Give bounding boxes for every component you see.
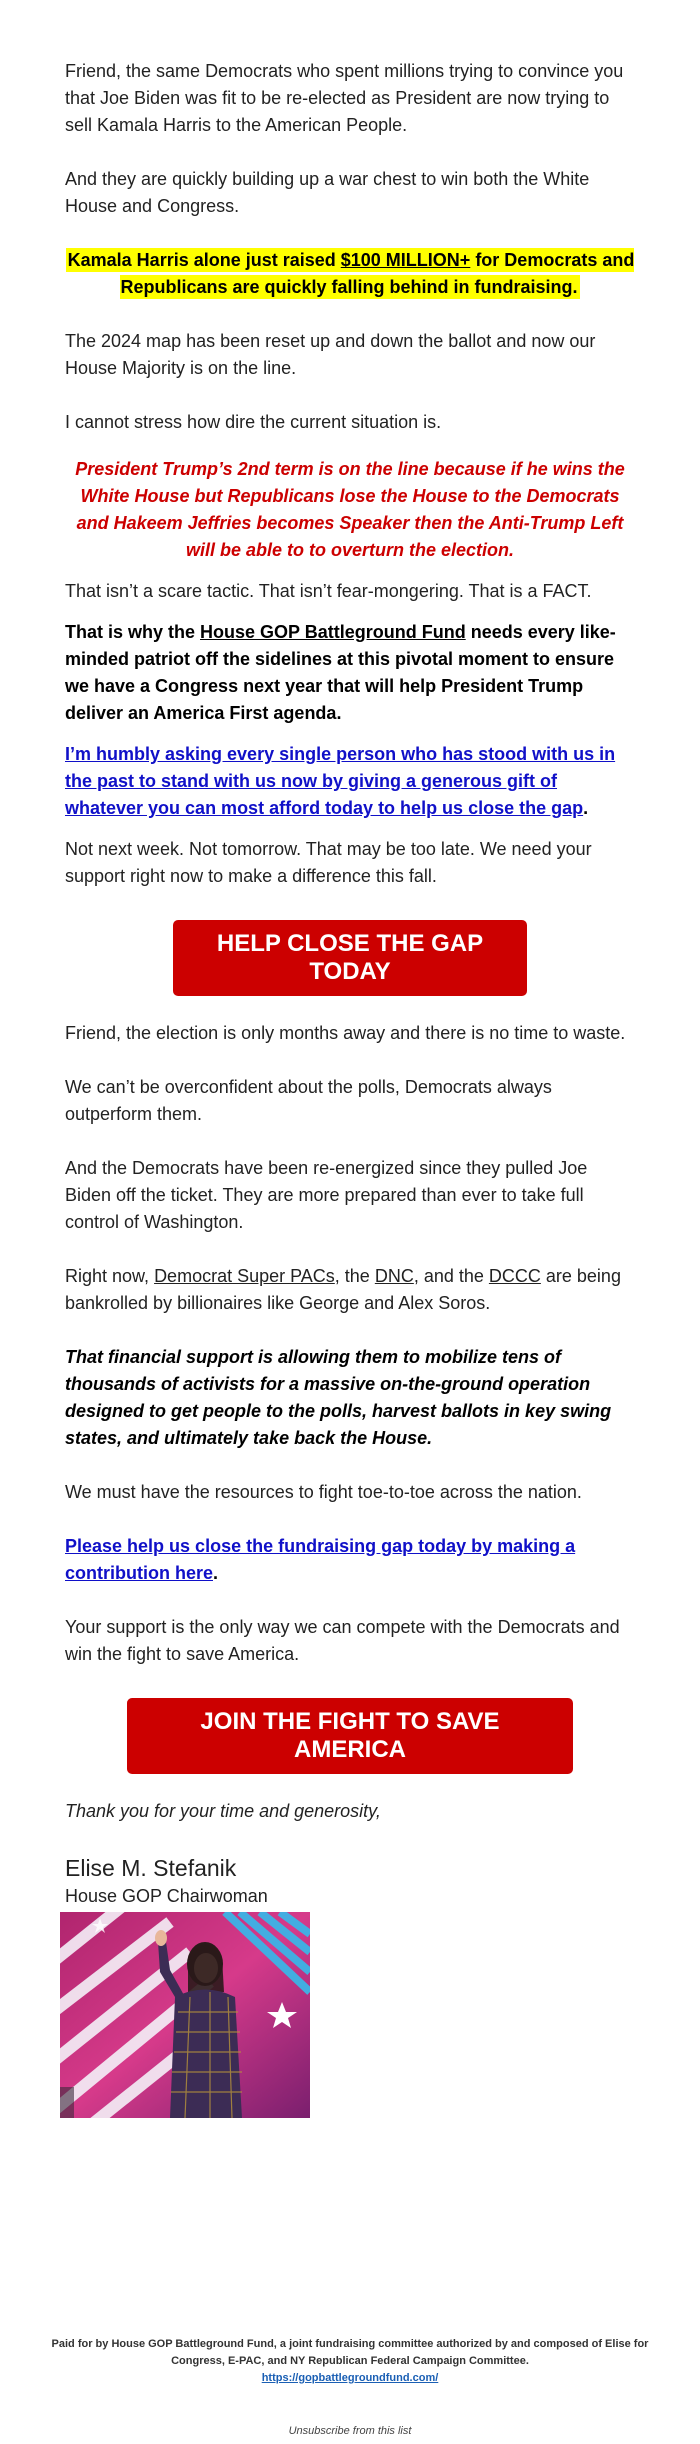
resources-paragraph: We must have the resources to fight toe-to-toe across the nation. [65,1482,582,1502]
disclaimer-text: Paid for by House GOP Battleground Fund, a joint fundraising committee authorized by and composed of Elise for Congress, E-PAC, and NY Republican Federal Campaign Committee. [51,2338,649,2367]
donate-ask-link[interactable]: I’m humbly asking every single person who has stood with us in the past to stand with us now by giving a generous gift of whatever you can most afford today to help us close the gap [65,744,616,818]
fund-name: House GOP Battleground Fund [200,622,466,642]
election-months-paragraph: Friend, the election is only months away and there is no time to waste. [65,1023,626,1043]
help-close-gap-button[interactable]: HELP CLOSE THE GAP TODAY [173,920,527,996]
billionaires-t2: , the [334,1266,375,1286]
footer-website-link[interactable]: https://gopbattlegroundfund.com/ [261,2372,439,2384]
unsubscribe-link[interactable]: Unsubscribe from this list [288,2425,412,2437]
footer-disclaimer [45,2336,655,2387]
signature-photo [60,1912,310,2118]
cta-row-2 [65,1698,635,1774]
battleground-fund-paragraph [65,619,635,727]
billionaires-paragraph [65,1263,635,1317]
support-paragraph: Your support is the only way we can compete with the Democrats and win the fight to save America. [65,1617,620,1664]
highlight-paragraph [65,247,635,301]
dnc-text: DNC [374,1266,414,1286]
map-reset-paragraph: The 2024 map has been reset up and down the ballot and now our House Majority is on the line. [65,331,596,378]
billionaires-t4: are being bankrolled by billionaires like George and Alex Soros. [65,1266,621,1313]
financial-support-paragraph: That financial support is allowing them to mobilize tens of thousands of activists for a massive on-the-ground operation designed to get people to the polls, harvest ballots in key swing states, and ultimately take back the House. [65,1347,612,1448]
fund-para-after: needs every like-minded patriot off the sidelines at this pivotal moment to ensure we have a Congress next year that will help President Trump deliver an America First agenda. [65,622,616,723]
reenergized-paragraph: And the Democrats have been re-energized since they pulled Joe Biden off the ticket. They are more prepared than ever to take full control of Washington. [65,1158,588,1232]
highlight-before: Kamala Harris alone just raised [67,250,341,270]
dire-situation-paragraph: I cannot stress how dire the current situation is. [65,412,442,432]
intro-paragraph: Friend, the same Democrats who spent millions trying to convince you that Joe Biden was fit to be re-elected as President are now trying to sell Kamala Harris to the American People. [65,61,624,135]
signature-name: Elise M. Stefanik [65,1855,237,1881]
ask-paragraph [65,741,635,822]
ask-period: . [583,798,589,818]
war-chest-paragraph: And they are quickly building up a war chest to win both the White House and Congress. [65,169,590,216]
billionaires-t1: Right now, [65,1266,155,1286]
email-body [65,58,635,2118]
urgency-paragraph: Not next week. Not tomorrow. That may be too late. We need your support right now to make a difference this fall. [65,839,592,886]
highlight-text [66,248,635,299]
contribution-link[interactable]: Please help us close the fundraising gap today by making a contribution here [65,1536,576,1583]
contribution-period: . [213,1563,219,1583]
thanks-text: Thank you for your time and generosity, [65,1801,381,1821]
dccc-text: DCCC [488,1266,541,1286]
highlight-after: for Democrats and Republicans are quickly falling behind in fundraising. [120,250,635,297]
join-fight-button[interactable]: JOIN THE FIGHT TO SAVE AMERICA [127,1698,573,1774]
fund-para-before: That is why the [65,622,201,642]
fact-paragraph: That isn’t a scare tactic. That isn’t fear-mongering. That is a FACT. [65,581,592,601]
billionaires-t3: , and the [413,1266,489,1286]
trump-term-warning: President Trump’s 2nd term is on the line because if he wins the White House but Republicans lose the House to the Democrats and Hakeem Jeffries becomes Speaker then the Anti-Trump Left will be able to to overturn the election. [75,459,625,560]
cta-row-1 [65,920,635,996]
contribution-paragraph [65,1533,635,1587]
super-pacs-text: Democrat Super PACs [154,1266,335,1286]
highlight-amount: $100 MILLION+ [340,250,471,270]
polls-paragraph: We can’t be overconfident about the polls, Democrats always outperform them. [65,1077,552,1124]
signature-title: House GOP Chairwoman [65,1886,268,1906]
